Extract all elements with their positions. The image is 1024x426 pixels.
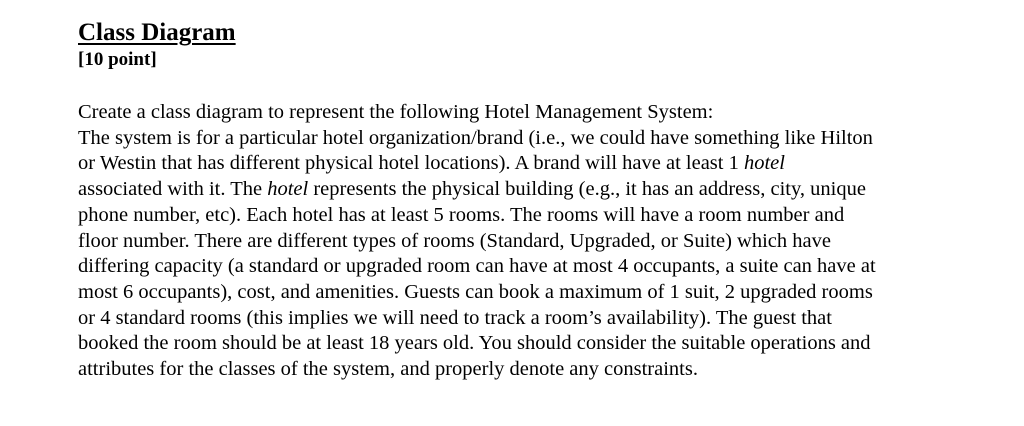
document-page [78, 18, 978, 383]
text-line: booked the room should be at least 18 years old. You should consider the suitable operations and [78, 332, 871, 355]
problem-statement [78, 100, 978, 383]
text-segment: or Westin that has different physical hotel locations). A brand will have at least 1 [78, 152, 744, 175]
text-line: attributes for the classes of the system, and properly denote any constraints. [78, 358, 698, 381]
text-line: phone number, etc). Each hotel has at least 5 rooms. The rooms will have a room number and [78, 203, 845, 226]
text-segment: associated with it. The [78, 178, 268, 201]
italic-term: hotel [743, 152, 785, 175]
text-line: differing capacity (a standard or upgraded room can have at most 4 occupants, a suite can have at [78, 255, 876, 278]
intro-line: Create a class diagram to represent the following Hotel Management System: [78, 101, 714, 123]
text-line: most 6 occupants), cost, and amenities. Guests can book a maximum of 1 suit, 2 upgraded rooms [78, 280, 873, 303]
text-line [78, 177, 978, 203]
italic-term: hotel [267, 178, 309, 201]
points-label: [10 point] [78, 49, 157, 70]
text-line: or 4 standard rooms (this implies we will need to track a room’s availability). The guest that [78, 306, 832, 329]
section-title: Class Diagram [78, 19, 236, 46]
text-segment: represents the physical building (e.g., it has an address, city, unique [308, 178, 866, 201]
text-line [78, 151, 978, 177]
text-line: The system is for a particular hotel organization/brand (i.e., we could have something like Hilton [78, 126, 873, 149]
text-line: floor number. There are different types of rooms (Standard, Upgraded, or Suite) which have [78, 229, 831, 252]
